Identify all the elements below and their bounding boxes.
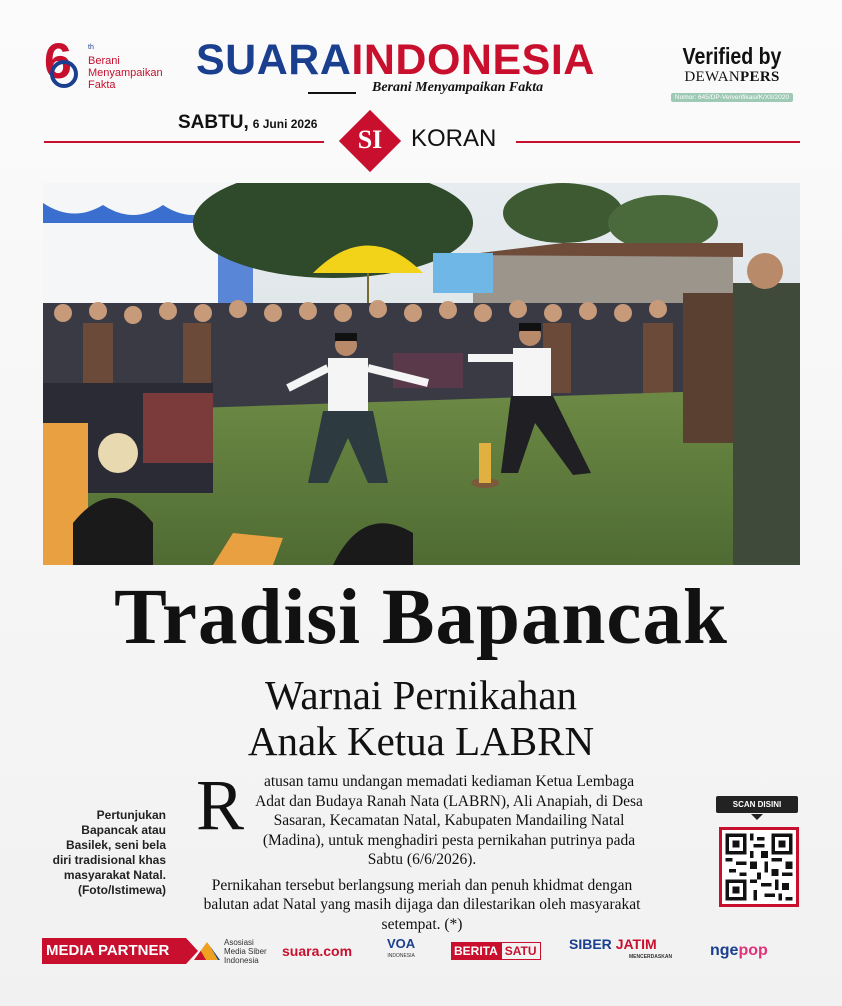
dewan-pers bbox=[662, 68, 802, 86]
media-partners bbox=[42, 938, 802, 966]
article-body bbox=[196, 765, 648, 934]
pers-text: PERS bbox=[740, 69, 780, 85]
si-logo-text: SI bbox=[357, 125, 383, 154]
amsi-line3: Indonesia bbox=[224, 955, 259, 965]
paragraph-1 bbox=[196, 765, 648, 870]
nge-text: nge bbox=[710, 942, 739, 959]
header-rule-right bbox=[516, 141, 800, 143]
jatim-text: JATIM bbox=[615, 936, 657, 952]
brand-title bbox=[196, 36, 646, 84]
section-name: KORAN bbox=[411, 125, 497, 152]
qr-block[interactable] bbox=[716, 796, 798, 912]
brand-part-2: INDONESIA bbox=[351, 36, 595, 84]
brand-part-1: SUARA bbox=[196, 36, 352, 84]
amsi-logo-icon bbox=[194, 942, 220, 960]
siber-text: SIBER bbox=[569, 936, 612, 952]
amsi-line2: Media Siber bbox=[224, 946, 267, 956]
media-partner-label: MEDIA PARTNER bbox=[42, 938, 186, 964]
anniversary-line2: Menyampaikan bbox=[88, 67, 163, 79]
masthead bbox=[196, 36, 646, 96]
subheadline-line1: Warnai Pernikahan bbox=[264, 672, 578, 718]
dateline bbox=[178, 112, 317, 134]
subheadline-line2: Anak Ketua LABRN bbox=[247, 718, 595, 764]
anniversary-line1: Berani bbox=[88, 55, 120, 67]
photo-illustration bbox=[43, 183, 800, 565]
issue-date: 6 Juni 2026 bbox=[252, 117, 318, 131]
anniversary-number: 6 bbox=[44, 33, 72, 89]
dewan-text: DEWAN bbox=[684, 69, 741, 85]
brand-tagline: Berani Menyampaikan Fakta bbox=[372, 80, 544, 95]
berita-text: BERITA bbox=[451, 942, 501, 960]
anniversary-line3: Fakta bbox=[88, 79, 116, 91]
scan-label: SCAN DISINI bbox=[716, 796, 798, 813]
partner-siberjatim bbox=[569, 938, 672, 964]
partner-ngepop bbox=[710, 938, 768, 964]
headline: Tradisi Bapancak bbox=[114, 574, 728, 661]
anniversary-logo bbox=[44, 33, 184, 102]
issue-day: SABTU, bbox=[178, 112, 249, 133]
paragraph-1-text: atusan tamu undangan memadati kediaman Ketua Lembaga Adat dan Budaya Ranah Nata (LABRN), Ali Anapiah, di Desa Sasaran, Kecamatan Natal, Kabupaten Mandailing Natal (Madina), untuk menghadiri pesta pernikahan putrinya pada Sabtu (6/6/2026). bbox=[255, 773, 643, 868]
amsi-line1: Asosiasi bbox=[224, 937, 254, 947]
verified-badge bbox=[662, 44, 802, 104]
partner-amsi bbox=[194, 938, 267, 964]
partner-voa bbox=[387, 938, 415, 964]
pop-text: pop bbox=[738, 942, 768, 959]
partner-beritasatu bbox=[451, 938, 541, 964]
verification-number: Nomor: 645/DP-Ververifikasi/K/XII/2020 bbox=[671, 93, 793, 102]
partner-suara: suara.com bbox=[282, 943, 353, 959]
drop-cap: R bbox=[196, 765, 245, 845]
subheadline bbox=[0, 672, 842, 764]
jatim-sub: MENCERDASKAN bbox=[629, 954, 673, 960]
header-rule-left bbox=[44, 141, 324, 143]
voa-text: VOA bbox=[387, 936, 416, 951]
anniversary-suffix: th bbox=[88, 44, 94, 51]
article-photo bbox=[43, 183, 800, 565]
voa-sub: INDONESIA bbox=[387, 953, 415, 959]
satu-text: SATU bbox=[501, 942, 541, 960]
si-logo bbox=[339, 110, 401, 172]
paragraph-2: Pernikahan tersebut berlangsung meriah dan penuh khidmat dengan balutan adat Natal yang masih dijaga dan dilestarikan oleh masyarakat setempat. (*) bbox=[203, 876, 641, 933]
masthead-divider bbox=[308, 92, 356, 94]
qr-code-icon[interactable] bbox=[719, 827, 799, 907]
qr-pattern bbox=[722, 830, 796, 904]
verified-line1: Verified by bbox=[682, 43, 782, 69]
photo-caption: Pertunjukan Bapancak atau Basilek, seni bela diri tradisional khas masyarakat Natal. (Foto/Istimewa) bbox=[52, 808, 166, 897]
